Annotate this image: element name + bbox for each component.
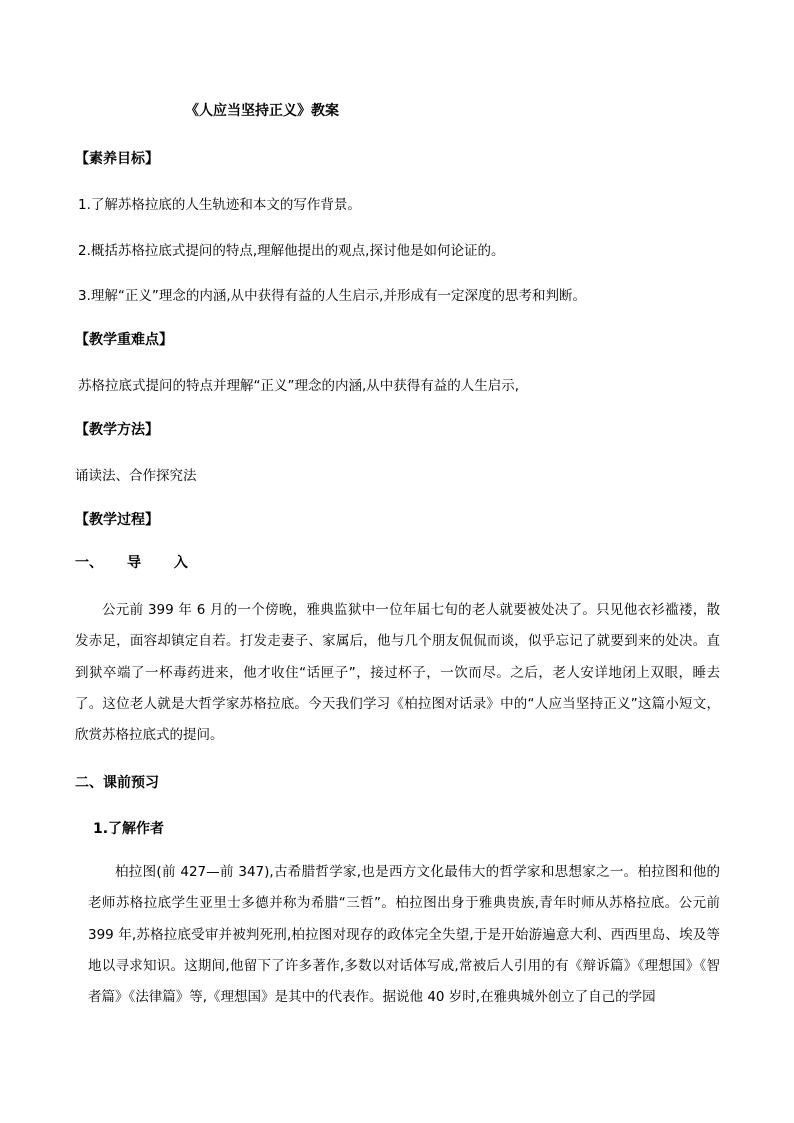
document-title: 《人应当坚持正义》教案 (185, 103, 339, 119)
author-heading: 1.了解作者 (93, 821, 165, 837)
method-text: 诵读法、合作探究法 (75, 468, 197, 484)
goal-item-3: 3.理解“正义”理念的内涵,从中获得有益的人生启示,并形成有一定深度的思考和判断。 (78, 288, 586, 304)
goal-item-2: 2.概括苏格拉底式提问的特点,理解他提出的观点,探讨他是如何论证的。 (78, 243, 505, 259)
intro-number: 一、 (75, 555, 103, 571)
key-points-text: 苏格拉底式提问的特点并理解“正义”理念的内涵,从中获得有益的人生启示, (78, 378, 520, 394)
key-points-heading: 【教学重难点】 (75, 332, 173, 348)
process-heading: 【教学过程】 (75, 512, 159, 528)
author-paragraph: 柏拉图(前 427—前 347),古希腊哲学家,也是西方文化最伟大的哲学家和思想家之一。柏拉图和他的老师苏格拉底学生亚里士多德并称为希腊“三哲”。柏拉图出身于雅典贵族,青年时师从苏格拉底。公元前 399 年,苏格拉底受审并被判死刑,柏拉图对现存的政体完全失望,于是开始游遍意大利、西西里岛、埃及等地以寻求知识。这期间,他留下了许多著作,多数以对话体写成,常被后人引用的有《辩诉篇》《理想国》《智者篇》《法律篇》等,《理想国》是其中的代表作。据说他 40 岁时,在雅典城外创立了自己的学园 (88, 864, 720, 1006)
intro-paragraph: 公元前 399 年 6 月的一个傍晚，雅典监狱中一位年届七旬的老人就要被处决了。只见他衣衫褴褛，散发赤足，面容却镇定自若。打发走妻子、家属后，他与几个朋友侃侃而谈，似乎忘记了就要到来的处决。直到狱卒端了一杯毒药进来，他才收住“话匣子”，接过杯子，一饮而尽。之后，老人安详地闭上双眼，睡去了。这位老人就是大哲学家苏格拉底。今天我们学习《柏拉图对话录》中的“人应当坚持正义”这篇小短文，欣赏苏格拉底式的提问。 (75, 602, 720, 744)
preview-heading: 二、课前预习 (75, 775, 159, 791)
goals-heading: 【素养目标】 (75, 151, 159, 167)
intro-heading (75, 552, 202, 572)
method-heading: 【教学方法】 (75, 422, 159, 438)
intro-label: 导 入 (127, 555, 202, 571)
goal-item-1: 1.了解苏格拉底的人生轨迹和本文的写作背景。 (78, 197, 361, 213)
